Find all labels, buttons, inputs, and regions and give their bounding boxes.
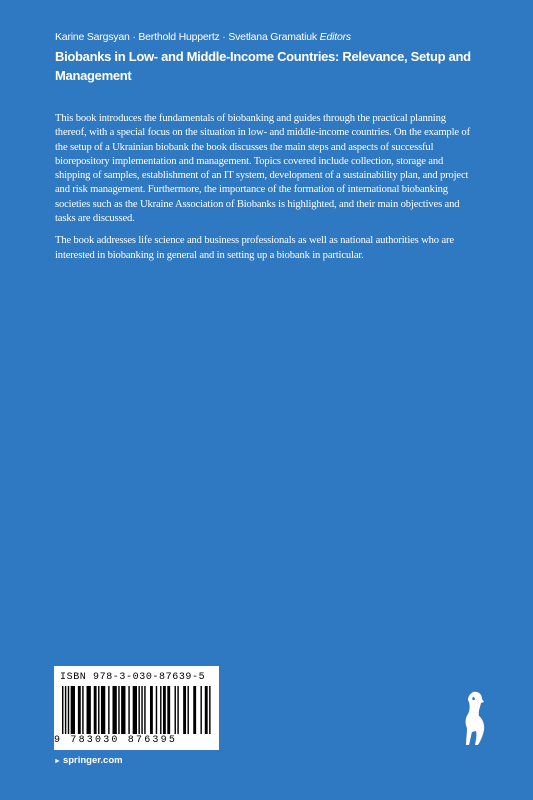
editors-line xyxy=(55,31,351,43)
barcode-bar xyxy=(78,686,81,734)
barcode-bar xyxy=(65,686,66,734)
editor-names: Karine Sargsyan · Berthold Huppertz · Svetlana Gramatiuk xyxy=(55,31,317,43)
barcode-bar xyxy=(138,686,139,734)
isbn-barcode xyxy=(54,666,219,750)
barcode-bar xyxy=(133,686,137,734)
isbn-number: ISBN 978-3-030-87639-5 xyxy=(60,672,206,683)
barcode-bar xyxy=(71,686,75,734)
barcode-bar xyxy=(177,686,178,734)
barcode-bar xyxy=(128,686,129,734)
barcode-bar xyxy=(87,686,91,734)
barcode-bar xyxy=(200,686,201,734)
barcode-bar xyxy=(144,686,145,734)
barcode-bars xyxy=(62,686,212,734)
barcode-bar xyxy=(98,686,99,734)
publisher-url-text: springer.com xyxy=(62,755,123,766)
barcode-bar xyxy=(160,686,161,734)
springer-horse-logo-icon xyxy=(458,688,490,748)
barcode-bar xyxy=(163,686,166,734)
barcode-bar xyxy=(209,686,210,734)
description-paragraph-2: The book addresses life science and business professionals as well as national authorities who are interested in biobanking in general and in setting up a biobank in particular. xyxy=(55,235,454,261)
publisher-url[interactable] xyxy=(54,755,123,766)
book-title: Biobanks in Low- and Middle-Income Countries: Relevance, Setup and Management xyxy=(55,49,471,83)
barcode-bar xyxy=(62,686,63,734)
barcode-bar xyxy=(68,686,69,734)
barcode-bar xyxy=(187,686,188,734)
barcode-bar xyxy=(167,686,170,734)
barcode-bar xyxy=(101,686,105,734)
book-description xyxy=(55,112,475,271)
barcode-bar xyxy=(156,686,157,734)
barcode-bar xyxy=(121,686,125,734)
barcode-bar xyxy=(183,686,186,734)
barcode-bar xyxy=(150,686,153,734)
barcode-bar xyxy=(108,686,109,734)
editors-role: Editors xyxy=(319,31,351,43)
barcode-bar xyxy=(141,686,142,734)
barcode-bar xyxy=(175,686,176,734)
barcode-bar xyxy=(94,686,97,734)
description-paragraph-1: This book introduces the fundamentals of biobanking and guides through the practical planning thereof, with a special focus on the situation in low- and middle-income countries. On the example of the setup of a Ukrainian biobank the book discusses the main steps and aspects of successful biorepository implementation and management. Topics covered include collection, storage and shipping of samples, establishment of an IT system, development of a sustainability plan, and project and risk management. Furthermore, the importance of the formation of international biobanking societies such as the Ukraine Association of Biobanks is highlighted, and their main objectives and tasks are discussed. xyxy=(55,113,470,225)
barcode-bar xyxy=(193,686,196,734)
barcode-bar xyxy=(205,686,208,734)
barcode-bar xyxy=(112,686,116,734)
barcode-bar xyxy=(118,686,119,734)
arrow-icon: ► xyxy=(54,758,61,765)
barcode-bar xyxy=(82,686,83,734)
barcode-digits: 9 783030 876395 xyxy=(54,735,178,746)
